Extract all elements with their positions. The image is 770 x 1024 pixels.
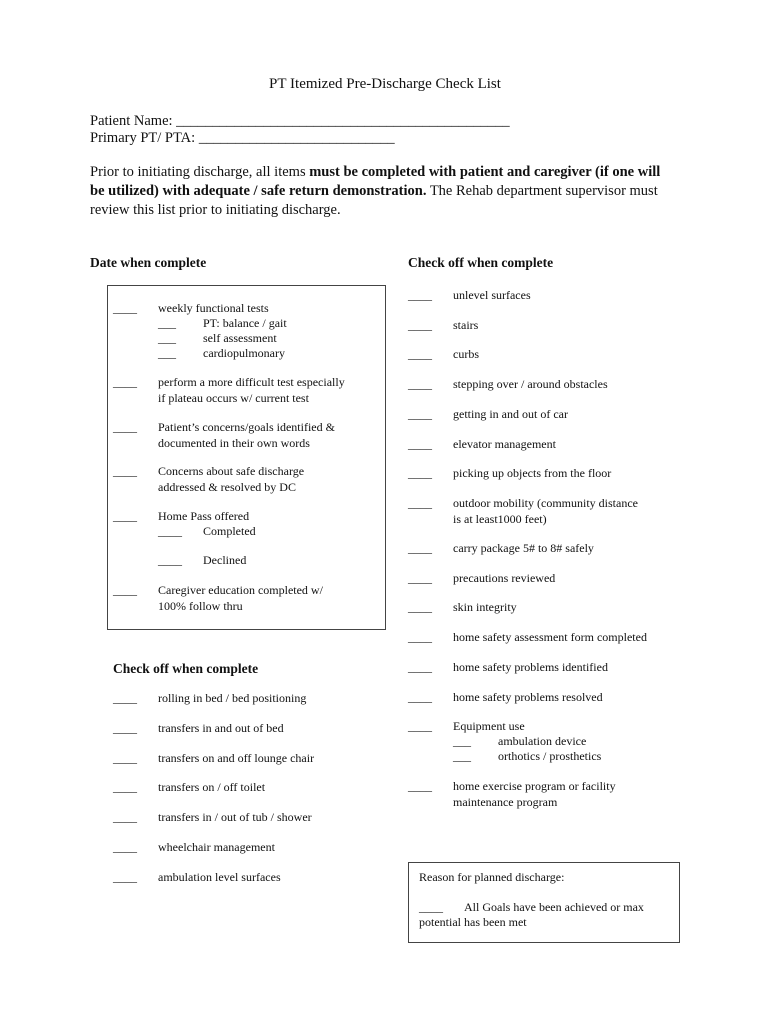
checkbox-blank[interactable]: ____ — [419, 900, 443, 914]
item-label: skin integrity — [453, 600, 517, 615]
checkbox-blank[interactable]: ____ — [408, 406, 432, 421]
patient-name-field — [90, 113, 510, 130]
item-label: stairs — [453, 317, 479, 332]
item-label: Completed — [203, 524, 256, 538]
checkbox-blank[interactable]: ____ — [408, 347, 432, 362]
checkbox-blank[interactable]: ___ — [453, 749, 471, 763]
item-label: transfers in and out of bed — [158, 720, 284, 735]
item-label: home safety assessment form completed — [453, 630, 647, 645]
item-label: perform a more difficult test especially — [158, 375, 345, 389]
intro-text-3: The Rehab department supervisor must review this list prior to initiating discharge. — [90, 183, 658, 218]
item-label: transfers in / out of tub / shower — [158, 810, 312, 825]
patient-name-label: Patient Name: — [90, 113, 173, 129]
checkbox-blank[interactable]: ____ — [408, 317, 432, 332]
checkbox-blank[interactable]: ____ — [408, 436, 432, 451]
item-label: stepping over / around obstacles — [453, 377, 608, 392]
item-label: carry package 5# to 8# safely — [453, 541, 594, 555]
checkbox-blank[interactable]: ___ — [158, 346, 176, 360]
checkbox-blank[interactable]: ____ — [113, 720, 137, 735]
item-label: curbs — [453, 347, 479, 362]
checkbox-blank[interactable]: ____ — [408, 719, 432, 733]
item-label: documented in their own words — [158, 435, 310, 450]
checkbox-blank[interactable]: ____ — [113, 869, 137, 884]
checkbox-blank[interactable]: ____ — [113, 810, 137, 825]
intro-text-bold: must be completed with patient and caregiver (if one will be utilized) with adequate / safe return demonstration. — [90, 164, 661, 199]
item-label: cardiopulmonary — [203, 346, 285, 360]
checkbox-blank[interactable]: ____ — [113, 691, 137, 705]
item-label: maintenance program — [453, 794, 558, 809]
item-label: Home Pass offered — [158, 509, 250, 523]
checkbox-blank[interactable]: ____ — [158, 524, 182, 538]
item-label: getting in and out of car — [453, 406, 568, 421]
item-label: All Goals have been achieved or max — [464, 900, 644, 914]
item-label: home exercise program or facility — [453, 779, 616, 793]
checkbox-blank[interactable]: ____ — [113, 750, 137, 765]
item-label: if plateau occurs w/ current test — [158, 390, 309, 405]
item-label: home safety problems identified — [453, 659, 608, 674]
intro-paragraph — [90, 163, 670, 220]
item-label: Patient’s concerns/goals identified & — [158, 420, 335, 434]
primary-pt-field — [90, 130, 395, 147]
intro-text-1: Prior to initiating discharge, all items — [90, 164, 310, 180]
checkbox-blank[interactable]: ___ — [453, 734, 471, 748]
checkbox-blank[interactable]: ____ — [113, 301, 137, 315]
checkbox-blank[interactable]: ____ — [113, 583, 137, 597]
item-label: elevator management — [453, 436, 556, 451]
item-label: transfers on / off toilet — [158, 780, 266, 795]
item-label: 100% follow thru — [158, 598, 243, 613]
checkbox-blank[interactable]: ____ — [408, 570, 432, 585]
item-label: PT: balance / gait — [203, 316, 287, 330]
checkbox-blank[interactable]: ____ — [408, 466, 432, 481]
checkbox-blank[interactable]: ____ — [113, 375, 137, 389]
item-label: rolling in bed / bed positioning — [158, 691, 307, 705]
checkbox-blank[interactable]: ____ — [158, 553, 182, 567]
left-column-header: Date when complete — [90, 255, 207, 270]
checkbox-blank[interactable]: ___ — [158, 316, 176, 330]
checkbox-blank[interactable]: ____ — [113, 780, 137, 795]
lower-left-header: Check off when complete — [113, 661, 259, 676]
checkbox-blank[interactable]: ____ — [113, 840, 137, 854]
item-label: unlevel surfaces — [453, 288, 531, 302]
item-label: is at least1000 feet) — [453, 511, 547, 526]
item-label: Caregiver education completed w/ — [158, 583, 323, 597]
item-label: Declined — [203, 553, 247, 567]
checkbox-blank[interactable]: ____ — [408, 496, 432, 510]
reason-line-2: potential has been met — [419, 915, 527, 929]
item-label: orthotics / prosthetics — [498, 749, 602, 763]
item-label: self assessment — [203, 331, 277, 345]
checkbox-blank[interactable]: ____ — [408, 541, 432, 555]
checkbox-blank[interactable]: ____ — [408, 377, 432, 392]
item-label: ambulation device — [498, 734, 587, 748]
checkbox-blank[interactable]: ____ — [408, 689, 432, 704]
item-label: outdoor mobility (community distance — [453, 496, 638, 510]
item-label: Concerns about safe discharge — [158, 464, 305, 478]
checkbox-blank[interactable]: ___ — [158, 331, 176, 345]
patient-name-underline: ______________________________________________ — [176, 113, 510, 129]
checkbox-blank[interactable]: ____ — [408, 288, 432, 302]
checkbox-blank[interactable]: ____ — [408, 600, 432, 615]
item-label: weekly functional tests — [158, 301, 269, 315]
reason-title: Reason for planned discharge: — [419, 870, 565, 884]
item-label: home safety problems resolved — [453, 689, 603, 704]
item-label: transfers on and off lounge chair — [158, 750, 315, 765]
checkbox-blank[interactable]: ____ — [113, 509, 137, 523]
page-title: PT Itemized Pre-Discharge Check List — [269, 76, 501, 92]
item-label: Equipment use — [453, 719, 525, 733]
checkbox-blank[interactable]: ____ — [113, 420, 137, 434]
item-label: wheelchair management — [158, 840, 275, 854]
primary-pt-underline: ___________________________ — [198, 130, 395, 146]
checkbox-blank[interactable]: ____ — [408, 779, 432, 793]
checkbox-blank[interactable]: ____ — [113, 464, 137, 478]
right-column-header: Check off when complete — [408, 255, 554, 270]
item-label: ambulation level surfaces — [158, 869, 281, 884]
checkbox-blank[interactable]: ____ — [408, 630, 432, 645]
checkbox-blank[interactable]: ____ — [408, 659, 432, 674]
item-label: picking up objects from the floor — [453, 466, 612, 481]
item-label: precautions reviewed — [453, 570, 556, 585]
primary-pt-label: Primary PT/ PTA: — [90, 130, 196, 146]
item-label: addressed & resolved by DC — [158, 479, 296, 494]
